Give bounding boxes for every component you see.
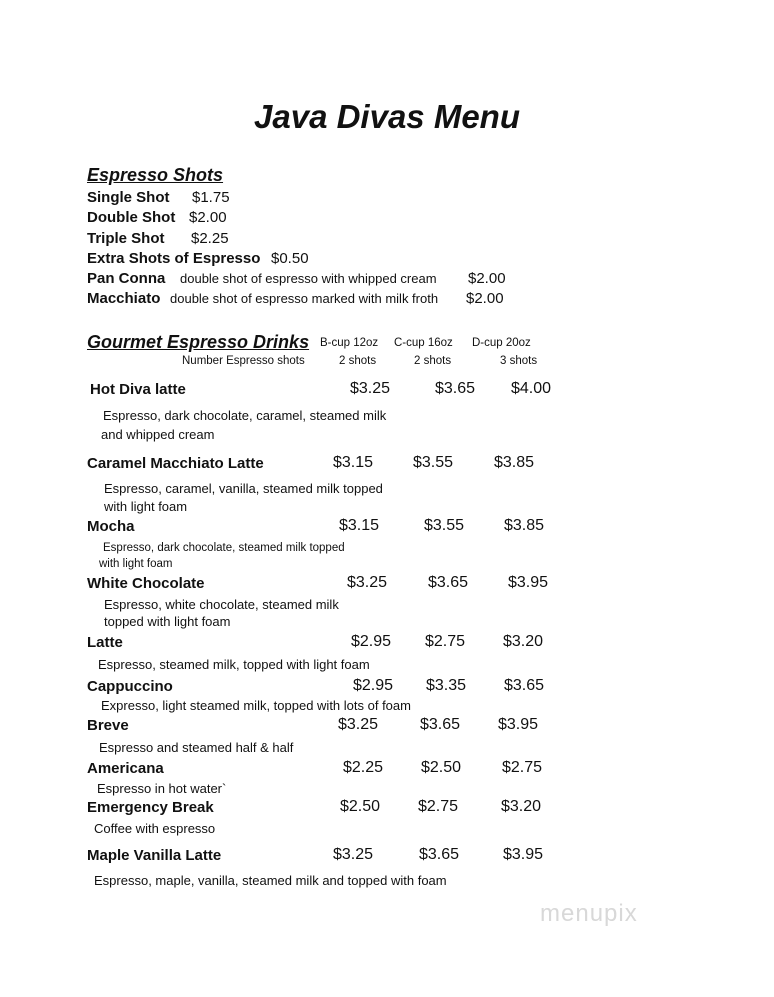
drink-description: Espresso, steamed milk, topped with light foam bbox=[98, 657, 370, 672]
shot-price: $2.00 bbox=[466, 290, 504, 307]
price-d-cup: $3.95 bbox=[508, 574, 549, 591]
gourmet-heading: Gourmet Espresso Drinks bbox=[87, 332, 310, 352]
price-b-cup: $2.95 bbox=[351, 633, 392, 650]
price-d-cup: $3.20 bbox=[501, 798, 542, 815]
price-b-cup: $3.25 bbox=[350, 380, 391, 397]
drink-description: with light foam bbox=[104, 499, 188, 514]
menupix-watermark: menupix bbox=[540, 900, 638, 927]
price-b-cup: $2.95 bbox=[353, 677, 394, 694]
shot-price: $2.00 bbox=[468, 270, 506, 287]
shot-name: Single Shot bbox=[87, 189, 170, 206]
price-b-cup: $3.25 bbox=[338, 716, 379, 733]
shot-name: Triple Shot bbox=[87, 230, 165, 247]
price-d-cup: $3.85 bbox=[504, 517, 545, 534]
drink-name: Cappuccino bbox=[87, 678, 173, 695]
shot-price: $2.00 bbox=[189, 209, 227, 226]
drink-description: Coffee with espresso bbox=[94, 821, 216, 836]
price-d-cup: $3.95 bbox=[498, 716, 539, 733]
price-c-cup: $3.55 bbox=[413, 454, 454, 471]
drink-description: and whipped cream bbox=[101, 427, 215, 442]
drink-name: Caramel Macchiato Latte bbox=[87, 455, 264, 472]
shot-price: $0.50 bbox=[271, 250, 309, 267]
drink-description: Espresso, caramel, vanilla, steamed milk topped bbox=[104, 481, 383, 496]
shot-price: $2.25 bbox=[191, 230, 229, 247]
shot-description: double shot of espresso marked with milk froth bbox=[170, 291, 439, 306]
shot-name: Pan Conna bbox=[87, 270, 166, 287]
price-b-cup: $3.15 bbox=[339, 517, 380, 534]
drink-name: Breve bbox=[87, 717, 129, 734]
price-b-cup: $2.25 bbox=[343, 759, 384, 776]
price-c-cup: $2.75 bbox=[425, 633, 466, 650]
price-c-cup: $2.50 bbox=[421, 759, 462, 776]
shots-d: 3 shots bbox=[500, 355, 538, 367]
price-c-cup: $3.55 bbox=[424, 517, 465, 534]
shots-label: Number Espresso shots bbox=[182, 355, 305, 367]
price-d-cup: $3.20 bbox=[503, 633, 544, 650]
size-c-header: C-cup 16oz bbox=[394, 337, 453, 349]
price-b-cup: $3.25 bbox=[333, 846, 374, 863]
espresso-shots-heading: Espresso Shots bbox=[87, 165, 224, 185]
shot-name: Macchiato bbox=[87, 290, 161, 307]
price-b-cup: $3.15 bbox=[333, 454, 374, 471]
drink-description: Espresso, dark chocolate, caramel, steamed milk bbox=[103, 408, 387, 423]
price-d-cup: $3.85 bbox=[494, 454, 535, 471]
drink-description: Espresso and steamed half & half bbox=[99, 740, 294, 755]
price-d-cup: $2.75 bbox=[502, 759, 543, 776]
price-d-cup: $3.65 bbox=[504, 677, 545, 694]
price-c-cup: $3.65 bbox=[419, 846, 460, 863]
shots-b: 2 shots bbox=[339, 355, 377, 367]
price-c-cup: $3.65 bbox=[420, 716, 461, 733]
drink-description: Espresso in hot water` bbox=[97, 781, 227, 796]
price-c-cup: $3.65 bbox=[428, 574, 469, 591]
shots-c: 2 shots bbox=[414, 355, 452, 367]
drink-description: topped with light foam bbox=[104, 614, 231, 629]
price-d-cup: $4.00 bbox=[511, 380, 552, 397]
drink-description: Espresso, maple, vanilla, steamed milk and topped with foam bbox=[94, 873, 447, 888]
drink-name: Americana bbox=[87, 760, 164, 777]
drink-name: Maple Vanilla Latte bbox=[87, 847, 222, 864]
drink-description: Espresso, white chocolate, steamed milk bbox=[104, 597, 339, 612]
shot-price: $1.75 bbox=[192, 189, 230, 206]
price-c-cup: $2.75 bbox=[418, 798, 459, 815]
drink-name: Emergency Break bbox=[87, 799, 214, 816]
price-c-cup: $3.65 bbox=[435, 380, 476, 397]
shot-name: Double Shot bbox=[87, 209, 176, 226]
drink-name: White Chocolate bbox=[87, 575, 205, 592]
menu-title: Java Divas Menu bbox=[254, 98, 520, 135]
drink-description: with light foam bbox=[99, 558, 173, 570]
drink-name: Latte bbox=[87, 634, 123, 651]
price-d-cup: $3.95 bbox=[503, 846, 544, 863]
drink-description: Expresso, light steamed milk, topped with lots of foam bbox=[101, 698, 411, 713]
size-d-header: D-cup 20oz bbox=[472, 337, 531, 349]
size-b-header: B-cup 12oz bbox=[320, 337, 379, 349]
drink-description: Espresso, dark chocolate, steamed milk topped bbox=[103, 542, 345, 554]
shot-description: double shot of espresso with whipped cream bbox=[180, 271, 437, 286]
shot-name: Extra Shots of Espresso bbox=[87, 250, 261, 267]
drink-name: Hot Diva latte bbox=[90, 381, 186, 398]
price-b-cup: $2.50 bbox=[340, 798, 381, 815]
price-b-cup: $3.25 bbox=[347, 574, 388, 591]
price-c-cup: $3.35 bbox=[426, 677, 467, 694]
drink-name: Mocha bbox=[87, 518, 135, 535]
